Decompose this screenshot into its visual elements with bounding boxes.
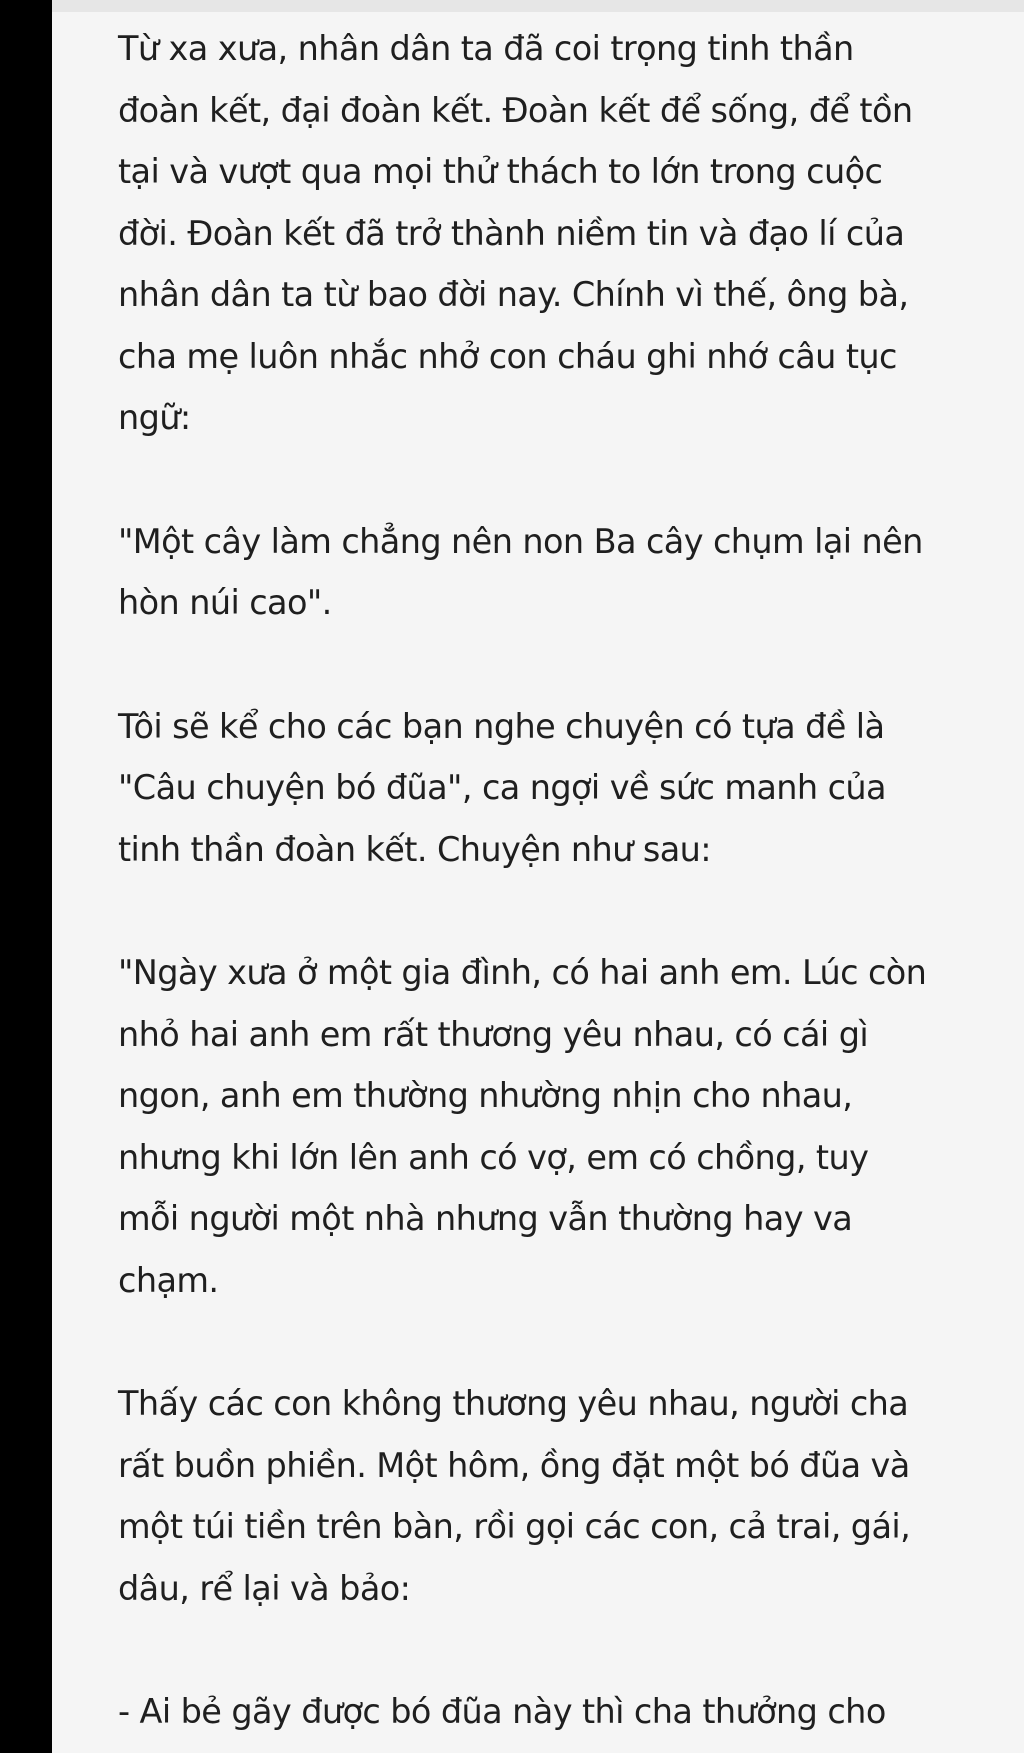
top-divider <box>52 0 1024 12</box>
paragraph-challenge: - Ai bẻ gãy được bó đũa này thì cha thưởng cho <box>118 1692 886 1731</box>
article-body <box>118 18 1018 1743</box>
paragraph-father: Thấy các con không thương yêu nhau, người cha rất buồn phiền. Một hôm, ồng đặt một bó đũa và một túi tiền trên bàn, rồi gọi các con, cả trai, gái, dâu, rể lại và bảo: <box>118 1384 911 1608</box>
paragraph-story-start: "Ngày xưa ở một gia đình, có hai anh em. Lúc còn nhỏ hai anh em rất thương yêu nhau, có cái gì ngon, anh em thường nhường nhịn cho nhau, nhưng khi lớn lên anh có vợ, em có chồng, tuy mỗi người một nhà nhưng vẫn thường hay va chạm. <box>118 953 927 1300</box>
paragraph-intro: Từ xa xưa, nhân dân ta đã coi trọng tinh thần đoàn kết, đại đoàn kết. Đoàn kết để sống, để tồn tại và vượt qua mọi thử thách to lớn trong cuộc đời. Đoàn kết đã trở thành niềm tin và đạo lí của nhân dân ta từ bao đời nay. Chính vì thế, ông bà, cha mẹ luôn nhắc nhở con cháu ghi nhớ câu tục ngữ: <box>118 29 913 437</box>
paragraph-story-intro: Tôi sẽ kể cho các bạn nghe chuyện có tựa đề là "Câu chuyện bó đũa", ca ngợi về sức manh của tinh thần đoàn kết. Chuyện như sau: <box>118 706 886 869</box>
paragraph-proverb: "Một cây làm chẳng nên non Ba cây chụm lại nên hòn núi cao". <box>118 521 923 622</box>
article-page <box>52 0 1024 1753</box>
